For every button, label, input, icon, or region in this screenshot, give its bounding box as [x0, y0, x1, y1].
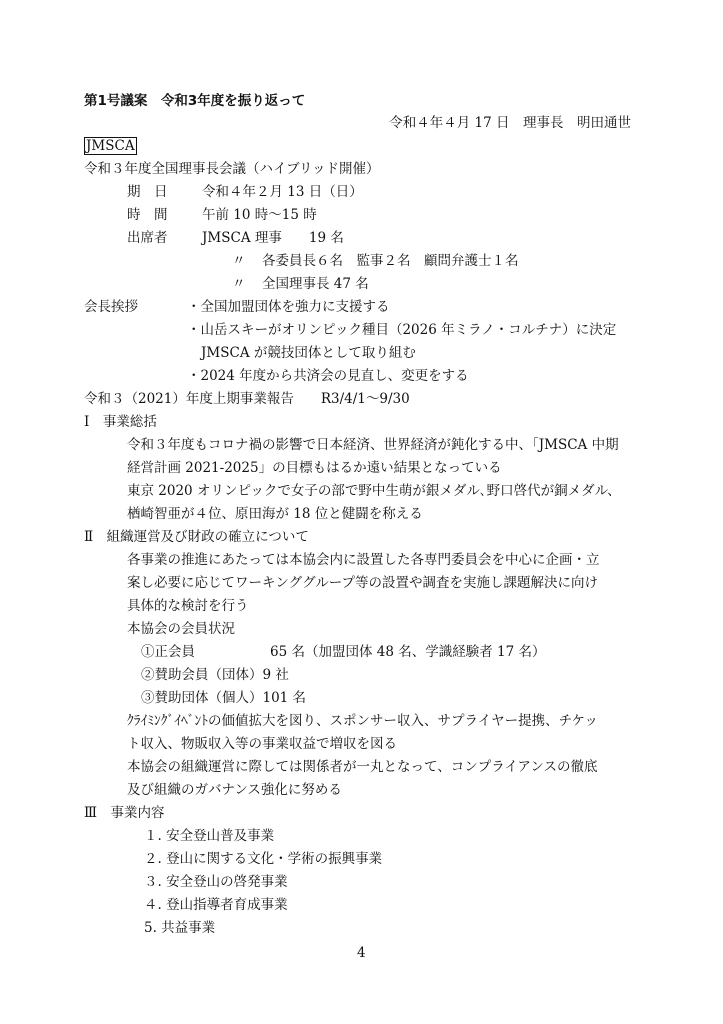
section-2-paragraph: 具体的な検討を行う [127, 598, 249, 614]
greeting-item-2: ・山岳スキーがオリンピック種目（2026 年ミラノ・コルチナ）に決定 [187, 322, 617, 338]
section-2-paragraph: 本協会の組織運営に際しては関係者が一丸となって、コンプライアンスの徹底 [127, 759, 598, 775]
section-3-item: ２. 登山に関する文化・学術の振興事業 [144, 851, 383, 867]
report-heading: 令和３（2021）年度上期事業報告 R3/4/1～9/30 [84, 391, 410, 407]
section-2-paragraph: ト収入、物販収入等の事業収益で増収を図る [127, 736, 397, 752]
section-2-heading: Ⅱ 組織運営及び財政の確立について [84, 529, 309, 545]
signature-line: 令和４年４月 17 日 理事長 明田通世 [389, 115, 631, 131]
time-value: 午前 10 時～15 時 [202, 207, 317, 223]
member-regular-value: 65 名（加盟団体 48 名、学識経験者 17 名） [270, 644, 546, 660]
section-2-paragraph: 案し必要に応じてワーキンググループ等の設置や調査を実施し課題解決に向け [127, 575, 599, 591]
time-label: 時 間 [127, 207, 168, 223]
section-2-paragraph: 各事業の推進にあたっては本協会内に設置した各専門委員会を中心に企画・立 [127, 552, 600, 568]
section-3-item: 5. 共益事業 [144, 920, 216, 936]
attendees-line-1: JMSCA 理事 19 名 [202, 230, 344, 246]
section-1-paragraph: 令和３年度もコロナ禍の影響で日本経済、世界経済が鈍化する中、「JMSCA 中期 [127, 437, 619, 453]
document-title: 第1号議案 令和3年度を振り返って [84, 93, 306, 109]
section-1-heading: Ⅰ 事業総括 [84, 414, 157, 430]
section-2-paragraph: ｸﾗｲﾐﾝｸﾞｲﾍﾞﾝﾄの価値拡大を図り、スポンサー収入、サプライヤー提携、チケッ [127, 713, 598, 729]
greeting-item-2-continued: JMSCA が競技団体として取り組む [201, 345, 416, 361]
section-1-paragraph: 東京 2020 オリンピックで女子の部で野中生萌が銀メダル､野口啓代が銅メダル、 [127, 483, 621, 499]
section-3-item: １. 安全登山普及事業 [144, 828, 275, 844]
attendees-line-3: 全国理事長 47 名 [262, 276, 369, 292]
section-3-item: ３. 安全登山の啓発事業 [144, 874, 288, 890]
section-1-paragraph: 経営計画 2021-2025」の目標もはるか遠い結果となっている [127, 460, 502, 476]
attendees-label: 出席者 [127, 230, 168, 246]
page-number: 4 [357, 945, 366, 961]
date-value: 令和４年２月 13 日（日） [202, 184, 363, 200]
member-regular-label: ①正会員 [141, 644, 195, 660]
section-3-item: ４. 登山指導者育成事業 [144, 897, 288, 913]
attendees-line-2: 各委員長６名 監事２名 顧問弁護士１名 [262, 253, 519, 269]
members-heading: 本協会の会員状況 [127, 621, 235, 637]
ditto-mark-1: 〃 [232, 253, 246, 269]
greeting-item-3: ・2024 年度から共済会の見直し、変更をする [187, 368, 469, 384]
section-2-paragraph: 及び組織のガバナンス強化に努める [127, 782, 342, 798]
greeting-label: 会長挨拶 [84, 299, 138, 315]
greeting-item-1: ・全国加盟団体を強力に支援する [187, 299, 390, 315]
ditto-mark-2: 〃 [232, 276, 246, 292]
org-tag: JMSCA [86, 138, 135, 154]
meeting-heading: 令和３年度全国理事長会議（ハイブリッド開催） [84, 161, 380, 177]
section-1-paragraph: 楢崎智亜が４位、原田海が 18 位と健闘を称える [127, 506, 423, 522]
date-label: 期 日 [127, 184, 168, 200]
section-3-heading: Ⅲ 事業内容 [84, 805, 165, 821]
member-supporting-individual: ③賛助団体（個人）101 名 [141, 690, 307, 706]
member-supporting-org: ②賛助会員（団体）9 社 [141, 667, 289, 683]
